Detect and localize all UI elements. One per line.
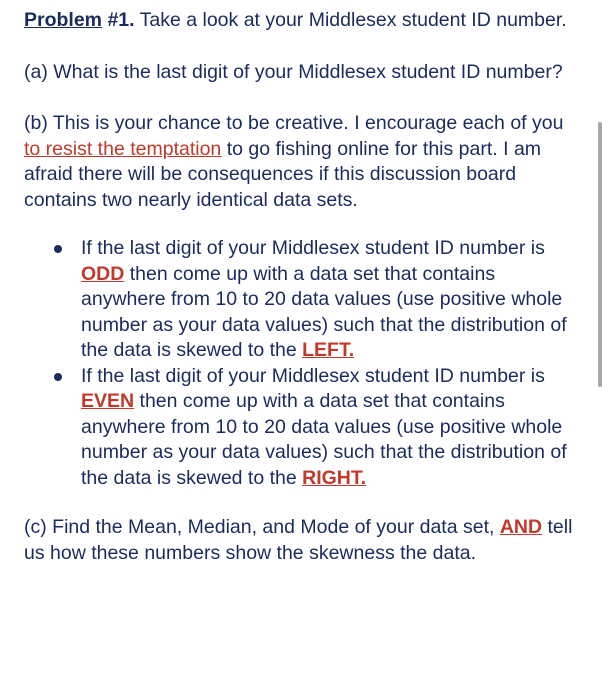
odd-direction: LEFT. xyxy=(302,339,355,361)
part-a-question: (a) What is the last digit of your Middlesex student ID number? xyxy=(24,60,563,83)
list-item-even xyxy=(81,364,576,492)
instruction-list xyxy=(24,236,576,491)
vertical-scrollbar[interactable] xyxy=(598,122,602,387)
part-b-instructions xyxy=(24,111,576,213)
even-direction: RIGHT. xyxy=(302,466,367,489)
problem-heading xyxy=(24,8,576,34)
part-c-highlight: AND xyxy=(499,516,543,538)
odd-keyword: ODD xyxy=(81,262,125,285)
even-text-middle: then come up with a data set that contains anywhere from 10 to 20 data values (use positive whole number as your data values) such that the distribution of the data is skewed to the xyxy=(81,390,567,489)
part-c-text-after: tell us how these numbers show the skewness the data. xyxy=(24,516,573,564)
even-keyword: EVEN xyxy=(81,390,135,412)
odd-text-before: If the last digit of your Middlesex student ID number is xyxy=(81,237,545,259)
part-c-text-before: (c) Find the Mean, Median, and Mode of your data set, xyxy=(24,516,500,538)
problem-label: Problem xyxy=(24,9,103,31)
part-b-text-before: (b) This is your chance to be creative. I encourage each of you xyxy=(24,112,564,134)
problem-intro: Take a look at your Middlesex student ID number. xyxy=(134,9,567,31)
problem-document xyxy=(24,8,576,566)
bullet-dot-icon xyxy=(54,245,62,253)
even-text-before: If the last digit of your Middlesex student ID number is xyxy=(81,364,545,387)
part-c-question xyxy=(24,515,576,566)
part-b-text-after: to go fishing online for this part. I am afraid there will be consequences if this discussion board contains two nearly identical data sets. xyxy=(24,137,542,211)
odd-text-middle: then come up with a data set that contains anywhere from 10 to 20 data values (use positive whole number as your data values) such that the distribution of the data is skewed to the xyxy=(81,262,567,361)
part-b-highlight: to resist the temptation xyxy=(24,137,222,160)
problem-number: #1. xyxy=(107,9,135,31)
list-item-odd xyxy=(81,236,576,364)
bullet-dot-icon xyxy=(54,373,62,381)
